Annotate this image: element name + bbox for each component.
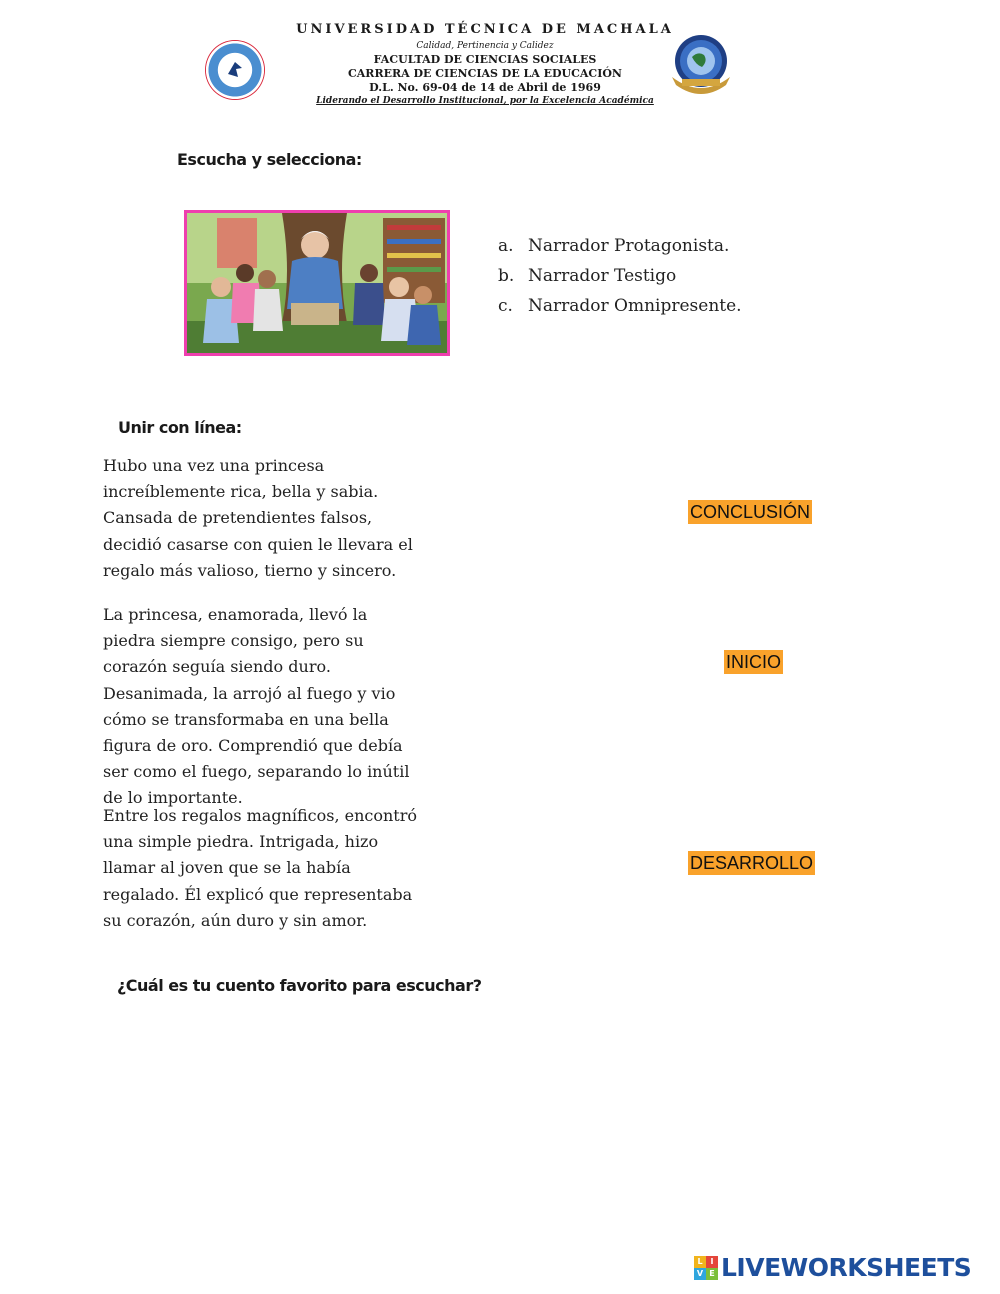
decree-text: D.L. No. 69-04 de 14 de Abril de 1969 — [369, 81, 601, 94]
faculty-name: FACULTAD DE CIENCIAS SOCIALES — [373, 53, 597, 66]
story-paragraph-1[interactable]: Hubo una vez una princesa increíblemente rica, bella y sabia. Cansada de pretendientes falsos, decidió casarse con quien le llevara el regalo más valioso, tierno y sincero. — [103, 456, 413, 580]
brand-block-v: V — [694, 1268, 706, 1280]
option-a[interactable] — [498, 236, 742, 266]
university-title: UNIVERSIDAD TÉCNICA DE MACHALA — [296, 22, 674, 37]
option-letter: c. — [498, 296, 513, 316]
section-heading-listen: Escucha y selecciona: — [177, 150, 362, 169]
label-inicio[interactable]: INICIO — [726, 652, 782, 672]
option-text: Narrador Protagonista. — [528, 236, 730, 256]
option-text: Narrador Omnipresente. — [528, 296, 742, 316]
section-heading-match: Unir con línea: — [118, 418, 242, 437]
favorite-story-question: ¿Cuál es tu cuento favorito para escuchar? — [117, 976, 482, 995]
brand-block-l: L — [694, 1256, 706, 1268]
brand-name: LIVEWORKSHEETS — [721, 1253, 972, 1282]
label-desarrollo[interactable]: DESARROLLO — [690, 853, 814, 873]
option-text: Narrador Testigo — [528, 266, 677, 286]
institution-slogan: Liderando el Desarrollo Institucional, por la Excelencia Académica — [316, 96, 654, 106]
brand-block-e: E — [706, 1268, 718, 1280]
option-c[interactable] — [498, 296, 742, 326]
globe-emblem-icon — [668, 33, 734, 95]
narrator-options-list — [498, 236, 742, 326]
brand-blocks-icon — [694, 1256, 718, 1280]
storytelling-image — [184, 210, 450, 356]
option-letter: a. — [498, 236, 514, 256]
university-motto: Calidad, Pertinencia y Calidez — [416, 41, 554, 51]
storyteller-with-children-illustration — [187, 213, 447, 353]
label-conclusion[interactable]: CONCLUSIÓN — [690, 502, 811, 522]
liveworksheets-logo[interactable] — [694, 1253, 971, 1282]
option-letter: b. — [498, 266, 515, 286]
bird-icon — [225, 58, 245, 80]
brand-block-i: I — [706, 1256, 718, 1268]
story-paragraph-3[interactable]: Entre los regalos magníficos, encontró una simple piedra. Intrigada, hizo llamar al joven que se la había regalado. Él explicó que representaba su corazón, aún duro y sin amor. — [103, 806, 418, 930]
career-name: CARRERA DE CIENCIAS DE LA EDUCACIÓN — [348, 67, 622, 80]
option-b[interactable] — [498, 266, 742, 296]
story-paragraph-2[interactable]: La princesa, enamorada, llevó la piedra siempre consigo, pero su corazón seguía siendo duro. Desanimada, la arrojó al fuego y vio cómo se transformaba en una bella figura de oro. Comprendió que debía ser como el fuego, separando lo inútil de lo importante. — [103, 605, 410, 808]
